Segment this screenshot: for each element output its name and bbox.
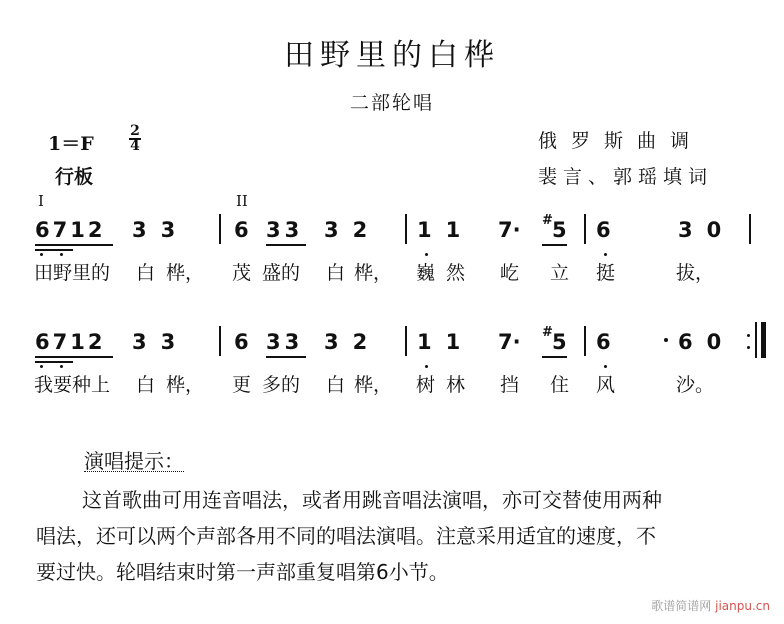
measure-1-3c: 5 [552,218,567,242]
hints-heading: 演唱提示： [84,449,184,473]
measure-2-1: 6712 [35,330,106,354]
tempo-marking: 行板 [55,166,94,188]
barline [405,214,407,244]
lyric: 桦， [166,374,205,396]
song-subtitle: 二部轮唱 [349,92,434,114]
repeat-barline-thick [761,322,766,358]
lyric: 巍 [416,262,436,284]
measure-2-2: 6 [234,330,249,354]
lyric: 白 [326,374,346,396]
lyric: 桦， [354,262,393,284]
measure-1-1b: 33 [132,218,190,242]
lyric: 白 [136,374,156,396]
hint-line-1: 这首歌曲可用连音唱法，或者用跳音唱法演唱，亦可交替使用两种 [82,488,662,512]
time-signature [128,125,142,153]
lyric: 树 [416,374,436,396]
measure-2-3b: 7· [498,330,521,354]
sharp-sign: # [542,325,553,340]
lyric: 白 [136,262,156,284]
measure-1-3: 11 [417,218,475,242]
lyric: 我要种上 [34,374,111,396]
lyric: 林 [446,374,466,396]
measure-2-2c: 32 [324,330,382,354]
lyric: 田野里的 [34,262,111,284]
lyric: 桦， [354,374,393,396]
measure-2-4b: 60 [678,330,736,354]
barline [219,326,221,356]
measure-1-1: 6712 [35,218,106,242]
lyric: 立 [550,262,570,284]
part-marker-1: I [38,192,44,210]
barline [584,326,586,356]
time-signature-bottom: 4 [130,138,140,154]
lyric: 盛的 [262,262,301,284]
barline [584,214,586,244]
fermata-dot [664,338,668,342]
key-signature: 1＝F [48,133,94,155]
sharp-sign: # [542,213,553,228]
hint-line-2: 唱法，还可以两个声部各用不同的唱法演唱。注意采用适宜的速度，不 [36,524,656,548]
measure-2-4: 6 [596,330,611,354]
lyric: 风 [596,374,616,396]
measure-2-3c: 5 [552,330,567,354]
lyric: 多的 [262,374,301,396]
lyric: 住 [550,374,570,396]
barline [405,326,407,356]
measure-1-4: 6 [596,218,611,242]
lyric: 挺 [596,262,616,284]
measure-2-2b: 33 [266,330,304,354]
measure-1-2c: 32 [324,218,382,242]
time-signature-top: 2 [130,123,140,139]
lyricist-credit: 裴言、郭瑶填词 [538,166,714,188]
lyric: 挡 [500,374,520,396]
measure-2-1b: 33 [132,330,190,354]
watermark-site-name: 歌谱简谱网 [651,599,716,613]
barline [219,214,221,244]
lyric: 然 [446,262,466,284]
lyric: 拔， [676,262,715,284]
lyric: 桦， [166,262,205,284]
barline [749,214,751,244]
song-title: 田野里的白桦 [284,38,500,73]
repeat-barline-thin [755,322,757,358]
measure-2-3: 11 [417,330,475,354]
lyric: 更 [232,374,252,396]
hint-line-3: 要过快。轮唱结束时第一声部重复唱第6小节。 [36,560,449,584]
measure-1-2b: 33 [266,218,304,242]
measure-1-2: 6 [234,218,249,242]
lyric: 白 [326,262,346,284]
lyric: 屹 [500,262,520,284]
lyric: 沙。 [676,374,715,396]
part-marker-2: II [236,192,248,210]
lyric: 茂 [232,262,252,284]
measure-1-3b: 7· [498,218,521,242]
watermark-domain: jianpu.cn [715,599,770,613]
site-watermark [651,597,770,614]
measure-1-4b: 30 [678,218,736,242]
composer-credit: 俄罗斯曲调 [538,130,704,152]
